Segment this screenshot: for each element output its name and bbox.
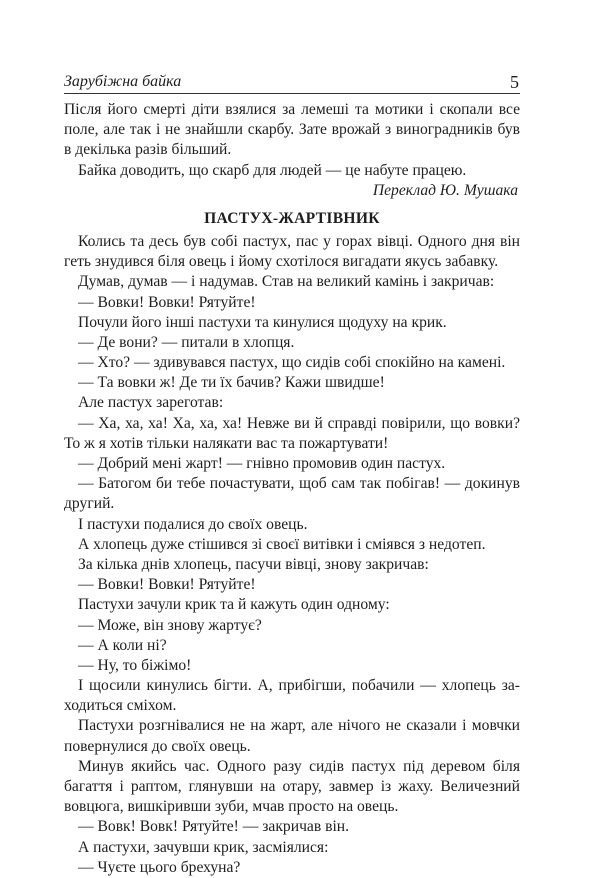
- paragraph-line: І пастухи подалися до своїх овець.: [78, 515, 308, 533]
- header-rule: [64, 93, 520, 94]
- translation-credit: Переклад Ю. Мушака: [372, 181, 518, 199]
- paragraph-line: Після його смерті діти взялися за лемеші та мотики і скопали все: [64, 101, 520, 118]
- paragraph-line: геть знудився біля овець і йому схотілося вигадати якусь забавку.: [64, 253, 499, 271]
- paragraph-line: багаття і раптом, глянувши на отару, завмер із жаху. Величезний: [64, 778, 520, 795]
- dialogue-line: — Та вовки ж! Де ти їх бачив? Кажи швидше!: [78, 374, 385, 392]
- paragraph-line: Пастухи зачули крик та й кажуть один одному:: [78, 596, 390, 614]
- paragraph-line: Минув якийсь час. Одного разу сидів пастух під деревом біля: [78, 757, 520, 775]
- dialogue-line: — Ну, то біжімо!: [78, 656, 192, 674]
- dialogue-line: То ж я хотів тільки налякати вас та пожартувати!: [64, 434, 389, 452]
- running-head-title: Зарубіжна байка: [64, 73, 182, 90]
- dialogue-line: — Хто? — здивувався пастух, що сидів собі спокійно на камені.: [78, 354, 506, 372]
- paragraph-line: І щосили кинулись бігти. А, прибігши, побачили — хлопець за-: [78, 677, 520, 695]
- page-number: 5: [510, 72, 519, 92]
- paragraph-line: Колись та десь був собі пастух, пас у горах вівці. Одного дня він: [78, 232, 520, 250]
- paragraph-line: А хлопець дуже стішився зі своєї витівки і сміявся з недотеп.: [78, 535, 486, 553]
- dialogue-line: другий.: [64, 495, 115, 513]
- dialogue-line: — А коли ні?: [78, 636, 167, 654]
- running-head: [64, 72, 519, 92]
- text-body: [64, 100, 520, 878]
- paragraph-line: Але пастух зареготав:: [78, 394, 224, 412]
- paragraph-line: повернулися до своїх овець.: [64, 737, 251, 755]
- story-title: ПАСТУХ-ЖАРТІВНИК: [204, 209, 380, 227]
- paragraph-line: Почули його інші пастухи та кинулися щодуху на крик.: [78, 313, 447, 331]
- dialogue-line: — Батогом би тебе почастувати, щоб сам так побігав! — докинув: [78, 475, 520, 493]
- dialogue-line: — Де вони? — питали в хлопця.: [78, 333, 295, 351]
- paragraph-line: Пастухи розгнівалися не на жарт, але нічого не сказали і мовчки: [78, 717, 520, 735]
- dialogue-line: — Вовки! Вовки! Рятуйте!: [78, 293, 256, 311]
- paragraph-line: За кілька днів хлопець, пасучи вівці, знову закричав:: [78, 555, 429, 573]
- paragraph-line: А пастухи, зачувши крик, засміялися:: [78, 838, 329, 856]
- dialogue-line: — Добрий мені жарт! — гнівно промовив один пастух.: [78, 455, 446, 472]
- paragraph-line: вовцюга, вишкіривши зуби, мчав просто на овець.: [64, 798, 399, 816]
- paragraph-line: ходиться сміхом.: [64, 697, 177, 715]
- paragraph-line: в декілька разів більший.: [64, 141, 232, 159]
- dialogue-line: — Вовк! Вовк! Рятуйте! — закричав він.: [78, 818, 350, 836]
- dialogue-line: — Може, він знову жартує?: [78, 616, 262, 634]
- paragraph-line: поле, але так і не знайшли скарбу. Зате врожай з виноградників був: [64, 121, 520, 139]
- paragraph-line: Байка доводить, що скарб для людей — це набуте працею.: [78, 161, 467, 179]
- dialogue-line: — Ха, ха, ха! Ха, ха, ха! Невже ви й справді повірили, що вовки?: [78, 414, 520, 432]
- dialogue-line: — Вовки! Вовки! Рятуйте!: [78, 576, 256, 594]
- dialogue-line: — Чуєте цього брехуна?: [78, 858, 241, 876]
- paragraph-line: Думав, думав — і надумав. Став на великий камінь і закричав:: [78, 273, 495, 291]
